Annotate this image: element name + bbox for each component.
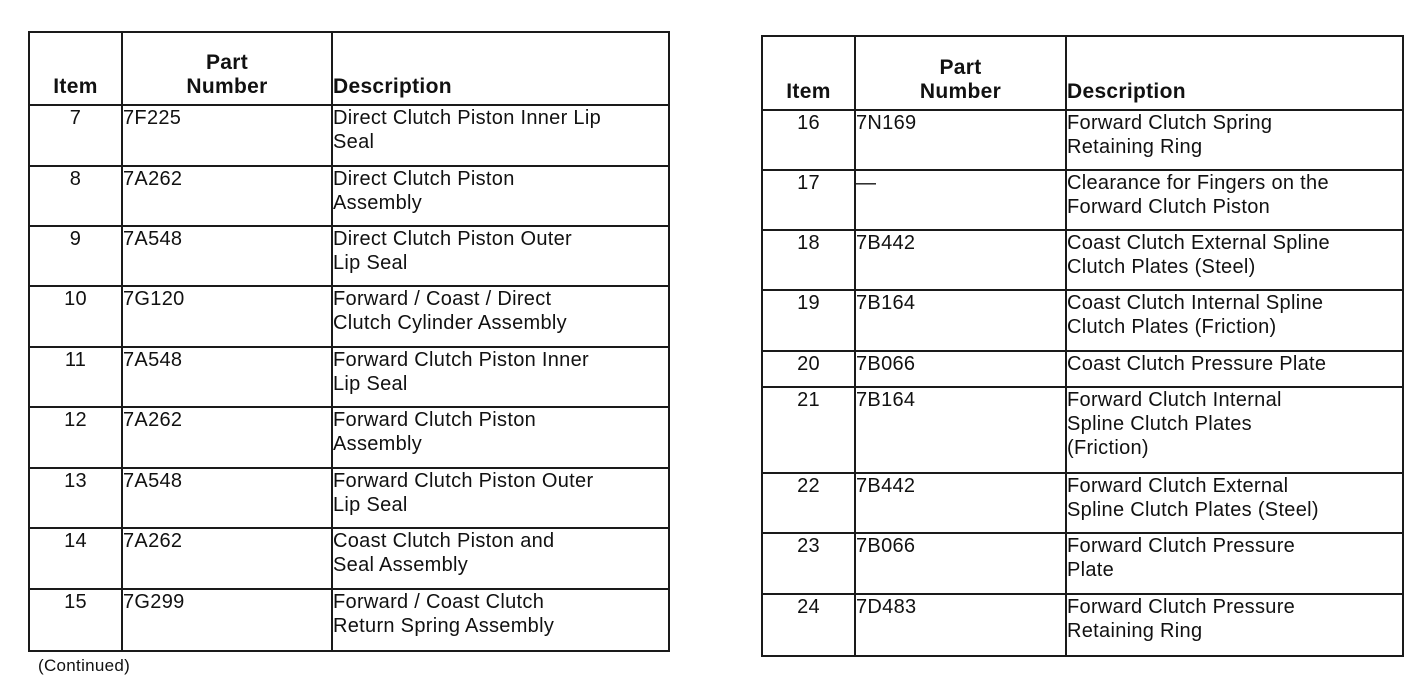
description-line: Direct Clutch Piston: [333, 168, 515, 190]
description-line: Forward Clutch Internal: [1067, 389, 1282, 411]
description-line: Plate: [1067, 559, 1115, 581]
description-line: Coast Clutch Piston and: [333, 530, 555, 552]
continued-note: (Continued): [38, 656, 131, 675]
header-item: Item: [762, 36, 855, 110]
part-number: 7B066: [855, 351, 1066, 387]
description: [332, 468, 669, 528]
description-line: Retaining Ring: [1067, 136, 1203, 158]
description-line: Lip Seal: [333, 373, 408, 395]
item-number: 13: [29, 468, 122, 528]
parts-table-right: [761, 35, 1404, 657]
part-number: 7F225: [122, 105, 332, 166]
description-line: Clutch Plates (Friction): [1067, 316, 1277, 338]
part-number: —: [855, 170, 1066, 230]
description: [1066, 387, 1403, 473]
part-number: 7G120: [122, 286, 332, 347]
description: [1066, 230, 1403, 290]
description-line: (Friction): [1067, 437, 1149, 459]
item-number: 12: [29, 407, 122, 468]
item-number: 23: [762, 533, 855, 594]
item-number: 14: [29, 528, 122, 589]
description: [332, 528, 669, 589]
description-line: Assembly: [333, 433, 423, 455]
table-row: [29, 166, 669, 226]
description-line: Lip Seal: [333, 494, 408, 516]
header-part-line1: Part: [205, 51, 249, 74]
table-row: [29, 347, 669, 407]
description-line: Clutch Plates (Steel): [1067, 256, 1256, 278]
description-line: Forward / Coast Clutch: [333, 591, 545, 613]
description: [1066, 170, 1403, 230]
table-row: [762, 170, 1403, 230]
description-line: Assembly: [333, 192, 423, 214]
table-row: [29, 226, 669, 286]
part-number: 7A548: [122, 226, 332, 286]
item-number: 10: [29, 286, 122, 347]
description-line: Forward Clutch Piston Outer: [333, 470, 594, 492]
item-number: 11: [29, 347, 122, 407]
header-part-line2: Number: [186, 75, 268, 98]
description-line: Seal Assembly: [333, 554, 469, 576]
header-item: Item: [29, 32, 122, 105]
description-line: Retaining Ring: [1067, 620, 1203, 642]
description: [1066, 473, 1403, 533]
table-row: [29, 589, 669, 651]
header-part-line2: Number: [919, 80, 1002, 103]
description-line: Forward Clutch Piston: [333, 409, 537, 431]
description-line: Spline Clutch Plates (Steel): [1067, 499, 1319, 521]
description: [1066, 594, 1403, 656]
part-number: 7N169: [855, 110, 1066, 170]
table-row: [29, 407, 669, 468]
item-number: 21: [762, 387, 855, 473]
table-row: [29, 286, 669, 347]
table-row: [762, 473, 1403, 533]
description-line: Forward / Coast / Direct: [333, 288, 552, 310]
table-header-row: [29, 32, 669, 105]
description-line: Coast Clutch Pressure Plate: [1067, 353, 1327, 375]
description-line: Spline Clutch Plates: [1067, 413, 1252, 435]
description: [1066, 110, 1403, 170]
table-header-row: [762, 36, 1403, 110]
header-description: Description: [1066, 36, 1403, 110]
description-line: Forward Clutch Spring: [1067, 112, 1273, 134]
description: [332, 166, 669, 226]
item-number: 19: [762, 290, 855, 351]
part-number: 7G299: [122, 589, 332, 651]
description-line: Seal: [333, 131, 375, 153]
item-number: 17: [762, 170, 855, 230]
description-line: Forward Clutch Piston Inner: [333, 349, 589, 371]
description: [1066, 351, 1403, 387]
item-number: 15: [29, 589, 122, 651]
item-number: 16: [762, 110, 855, 170]
table-row: [762, 387, 1403, 473]
table-row: [762, 110, 1403, 170]
description-line: Coast Clutch Internal Spline: [1067, 292, 1324, 314]
description: [1066, 290, 1403, 351]
item-number: 8: [29, 166, 122, 226]
header-description: Description: [332, 32, 669, 105]
description: [1066, 533, 1403, 594]
description-line: Direct Clutch Piston Inner Lip: [333, 107, 602, 129]
part-number: 7B164: [855, 387, 1066, 473]
description: [332, 226, 669, 286]
description-line: Forward Clutch External: [1067, 475, 1289, 497]
table-row: [29, 468, 669, 528]
item-number: 18: [762, 230, 855, 290]
part-number: 7A262: [122, 407, 332, 468]
table-row: [762, 230, 1403, 290]
description-line: Forward Clutch Piston: [1067, 196, 1271, 218]
table-row: [762, 351, 1403, 387]
description: [332, 286, 669, 347]
item-number: 7: [29, 105, 122, 166]
part-number: 7B066: [855, 533, 1066, 594]
description: [332, 347, 669, 407]
description-line: Clutch Cylinder Assembly: [333, 312, 567, 334]
item-number: 20: [762, 351, 855, 387]
part-number: 7A548: [122, 347, 332, 407]
table-row: [29, 528, 669, 589]
description-line: Direct Clutch Piston Outer: [333, 228, 572, 250]
description: [332, 407, 669, 468]
table-row: [762, 594, 1403, 656]
table-row: [29, 105, 669, 166]
parts-table-left: [28, 31, 670, 652]
description: [332, 105, 669, 166]
header-part-line1: Part: [939, 56, 982, 79]
part-number: 7D483: [855, 594, 1066, 656]
part-number: 7A262: [122, 166, 332, 226]
part-number: 7A262: [122, 528, 332, 589]
table-row: [762, 533, 1403, 594]
description-line: Clearance for Fingers on the: [1067, 172, 1329, 194]
description-line: Forward Clutch Pressure: [1067, 535, 1296, 557]
table-row: [762, 290, 1403, 351]
item-number: 9: [29, 226, 122, 286]
part-number: 7B164: [855, 290, 1066, 351]
description: [332, 589, 669, 651]
part-number: 7B442: [855, 230, 1066, 290]
item-number: 22: [762, 473, 855, 533]
part-number: 7B442: [855, 473, 1066, 533]
description-line: Return Spring Assembly: [333, 615, 555, 637]
item-number: 24: [762, 594, 855, 656]
header-part-number: [855, 36, 1066, 110]
part-number: 7A548: [122, 468, 332, 528]
header-part-number: [122, 32, 332, 105]
description-line: Coast Clutch External Spline: [1067, 232, 1330, 254]
description-line: Lip Seal: [333, 252, 408, 274]
description-line: Forward Clutch Pressure: [1067, 596, 1296, 618]
